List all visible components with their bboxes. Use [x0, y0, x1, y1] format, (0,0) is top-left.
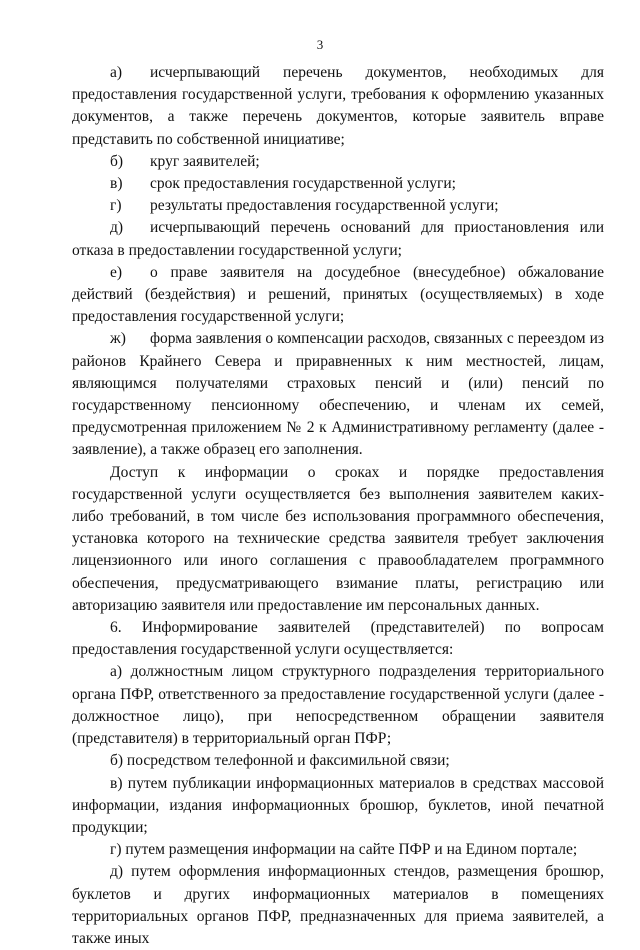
page-number: 3	[316, 37, 324, 52]
list-item-text: результаты предоставления государственной услуги;	[150, 197, 499, 215]
list-marker: а)	[110, 64, 123, 81]
list-item-v	[72, 173, 604, 195]
section-6-item-a: а) должностным лицом структурного подразделения территориального органа ПФР, ответственного за предоставление государственной услуги (далее - должностное лицо), при непосредственном обращении заявителя (представителя) в территориальный орган ПФР;	[72, 663, 604, 748]
list-item-text: круг заявителей;	[150, 152, 260, 170]
section-6-item-d: д) путем оформления информационных стендов, размещения брошюр, буклетов и других информационных материалов в помещениях территориальных органов ПФР, предназначенных для приема заявителей, а также иных	[72, 863, 604, 947]
list-marker: д)	[110, 219, 124, 237]
list-marker: г)	[110, 197, 122, 215]
section-6-item-v: в) путем публикации информационных материалов в средствах массовой информации, издания информационных брошюр, буклетов, иной печатной продукции;	[72, 774, 604, 836]
list-item-text: о праве заявителя на досудебное (внесудебное) обжалование действий (бездействия) и решений, принятых (осуществляемых) в ходе предоставления государственной услуги;	[72, 263, 604, 326]
list-item-text: исчерпывающий перечень оснований для приостановления или отказа в предоставлении государственной услуги;	[72, 219, 604, 259]
list-marker: е)	[110, 263, 123, 281]
list-item-text: срок предоставления государственной услуги;	[150, 175, 456, 193]
list-item-text: форма заявления о компенсации расходов, связанных с переездом из районов Крайнего Севера и приравненных к ним местностей, лицам, являющимся получателями страховых пенсий и (или) пенсий по государственному пенсионному обеспечению, и членам их семей, предусмотренная приложением № 2 к Административному регламенту (далее - заявление), а также образец его заполнения.	[72, 330, 604, 459]
list-item-e	[72, 262, 604, 329]
section-6-heading: 6. Информирование заявителей (представителей) по вопросам предоставления государственной услуги осуществляется:	[72, 619, 604, 659]
list-item-b	[72, 151, 604, 173]
section-6-item-g: г) путем размещения информации на сайте ПФР и на Едином портале;	[110, 841, 578, 859]
document-body	[72, 62, 604, 950]
access-paragraph: Доступ к информации о сроках и порядке предоставления государственной услуги осуществляется без выполнения заявителем каких-либо требований, в том числе без использования программного обеспечения, установка которого на технические средства заявителя требует заключения лицензионного или иного соглашения с правообладателем программного обеспечения, предусматривающего взимание платы, регистрацию или авторизацию заявителя или предоставление им персональных данных.	[72, 463, 604, 614]
list-item-a	[72, 62, 604, 151]
list-item-d	[72, 217, 604, 261]
section-6-item-b: б) посредством телефонной и факсимильной связи;	[110, 752, 450, 770]
list-marker: в)	[110, 175, 123, 193]
list-item-zh	[72, 328, 604, 461]
list-item-g	[72, 195, 604, 217]
list-marker: ж)	[110, 330, 126, 348]
list-marker: б)	[110, 152, 124, 170]
list-item-text: исчерпывающий перечень документов, необходимых для предоставления государственной услуги, требования к оформлению указанных документов, а также перечень документов, которые заявитель вправе представить по собственной инициативе;	[72, 64, 604, 148]
